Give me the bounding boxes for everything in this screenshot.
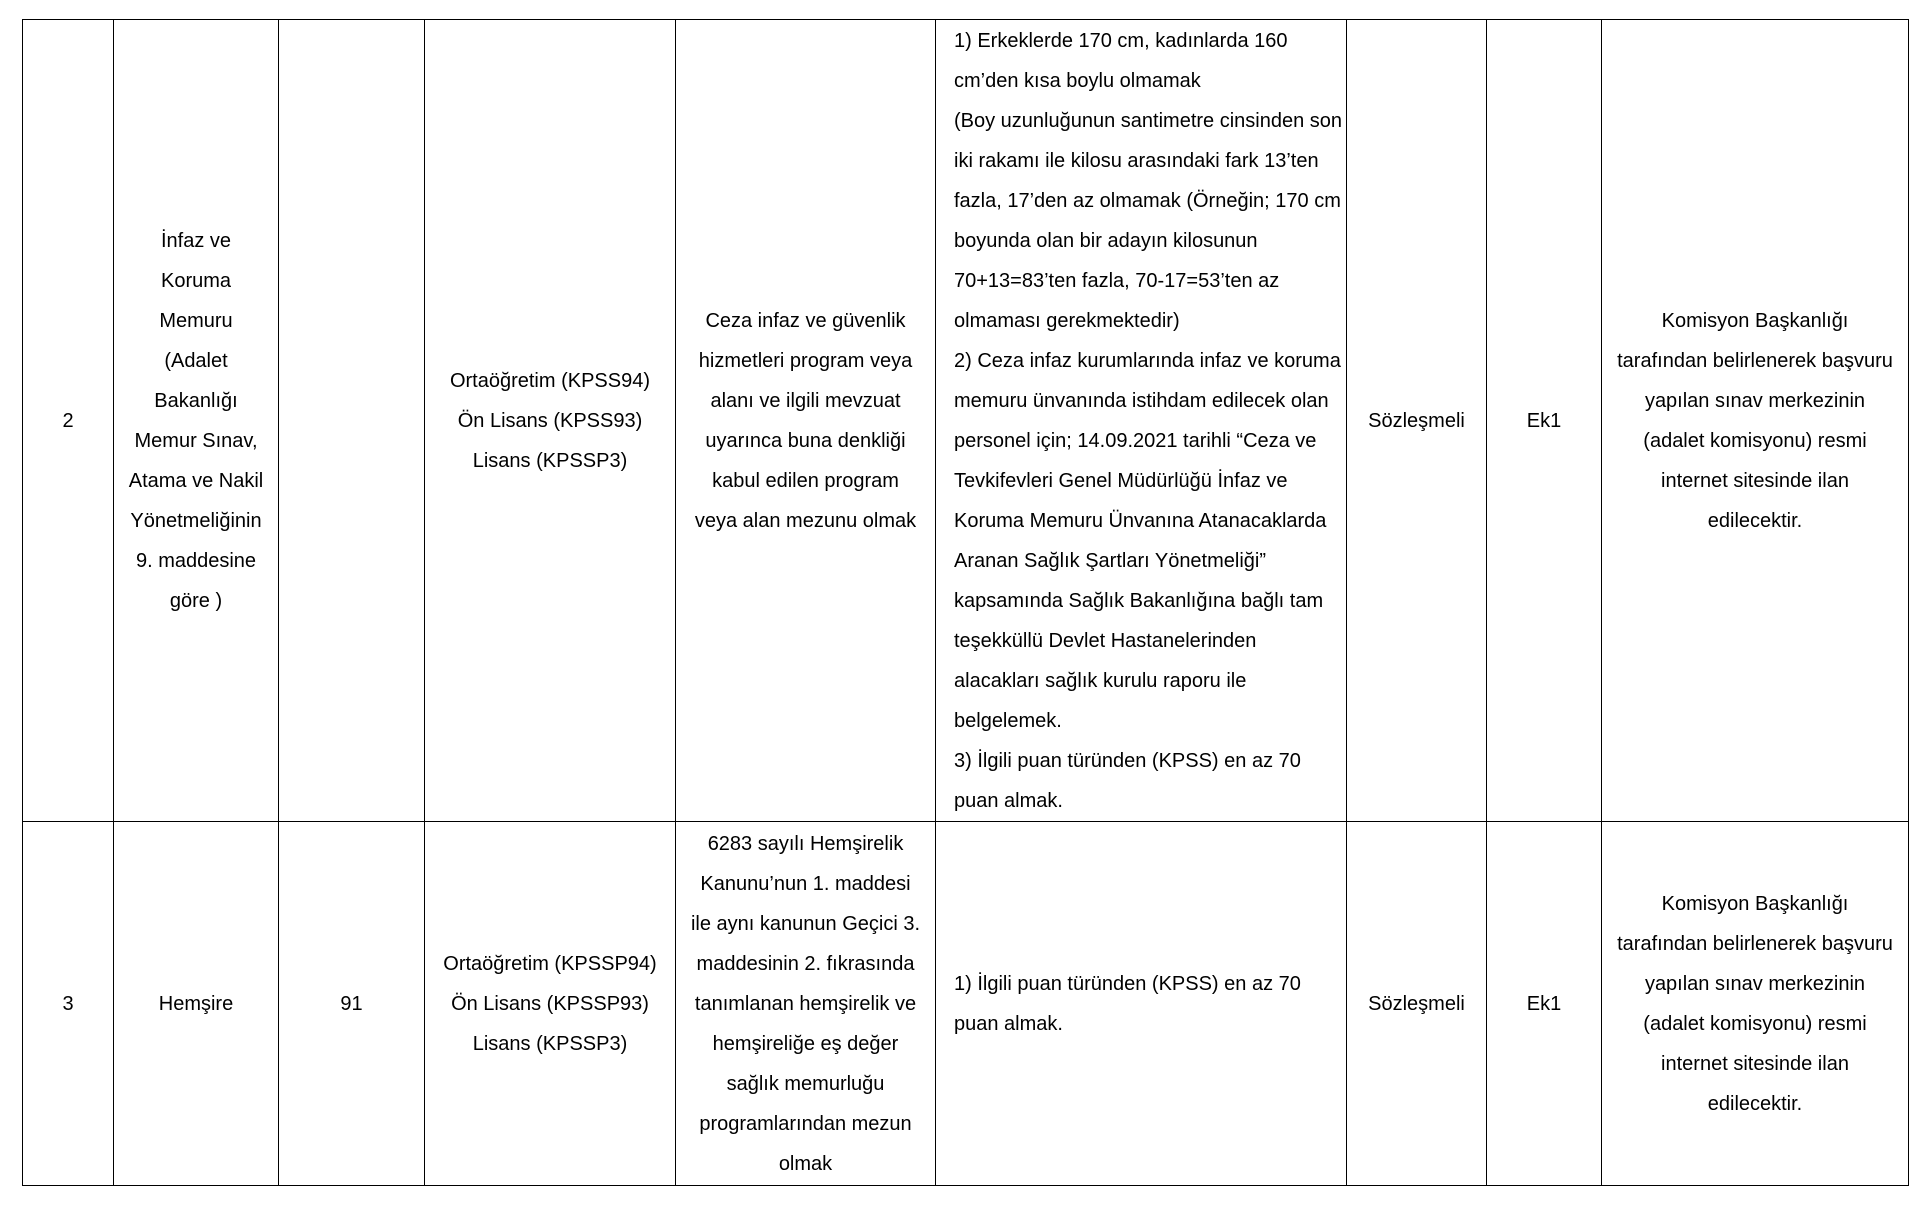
text-line: Tevkifevleri Genel Müdürlüğü İnfaz ve [954,469,1288,492]
text-line: sağlık memurluğu [726,1072,885,1095]
text-line: Komisyon Başkanlığı [1661,892,1849,915]
text-line: Ortaöğretim (KPSS94) [449,369,651,392]
education-level-cell [425,822,676,1186]
text-line: Memuru [159,309,233,332]
position-title-cell [114,20,279,822]
text-line: internet sitesinde ilan [1661,1052,1849,1075]
text-line: alacakları sağlık kurulu raporu ile [954,669,1247,692]
text-line: 2) Ceza infaz kurumlarında infaz ve koruma [954,349,1341,372]
text-line: Ortaöğretim (KPSSP94) [443,952,657,975]
special-conditions-cell [936,20,1347,822]
position-title-cell [114,822,279,1186]
row-number: 3 [62,992,74,1015]
employment-type: Sözleşmeli [1368,409,1465,432]
text-line: Ceza infaz ve güvenlik [705,309,906,332]
text-line: Koruma [160,269,232,292]
text-line: internet sitesinde ilan [1661,469,1849,492]
text-line: maddesinin 2. fıkrasında [696,952,915,975]
text-line: olmaması gerekmektedir) [954,309,1180,332]
table-row [23,822,1909,1186]
text-line: tarafından belirlenerek başvuru [1617,349,1893,372]
field-of-study-cell [676,822,936,1186]
education-level-cell [425,20,676,822]
exam-announcement-cell [1602,822,1909,1186]
employment-type: Sözleşmeli [1368,992,1465,1015]
text-line: Memur Sınav, [134,429,258,452]
text-line: cm’den kısa boylu olmamak [954,69,1201,92]
text-line: edilecektir. [1707,1092,1803,1115]
text-line: personel için; 14.09.2021 tarihli “Ceza ve [954,429,1317,452]
text-line: yapılan sınav merkezinin [1644,389,1866,412]
text-line: puan almak. [954,1012,1063,1035]
text-line: 9. maddesine [135,549,257,572]
quota-value: 91 [340,992,363,1015]
text-line: veya alan mezunu olmak [694,509,917,532]
text-line: 1) Erkeklerde 170 cm, kadınlarda 160 [954,29,1288,52]
text-line: (adalet komisyonu) resmi [1643,429,1867,452]
annex-label: Ek1 [1526,992,1562,1015]
text-line: iki rakamı ile kilosu arasındaki fark 13’ten [954,149,1319,172]
text-line: Lisans (KPSSP3) [472,1032,628,1055]
row-number: 2 [62,409,74,432]
quota-cell [279,822,425,1186]
field-of-study-cell [676,20,936,822]
text-line: puan almak. [954,789,1063,812]
text-line: fazla, 17’den az olmamak (Örneğin; 170 cm [954,189,1341,212]
text-line: olmak [778,1152,833,1175]
text-line: Komisyon Başkanlığı [1661,309,1849,332]
text-line: Lisans (KPSSP3) [472,449,628,472]
text-line: Aranan Sağlık Şartları Yönetmeliği” [954,549,1267,572]
text-line: (Adalet [164,349,228,372]
text-line: memuru ünvanında istihdam edilecek olan [954,389,1329,412]
quota-cell [279,20,425,822]
row-number-cell [23,20,114,822]
text-line: yapılan sınav merkezinin [1644,972,1866,995]
text-line: teşekküllü Devlet Hastanelerinden [954,629,1257,652]
text-line: (adalet komisyonu) resmi [1643,1012,1867,1035]
exam-announcement-cell [1602,20,1909,822]
text-line: Yönetmeliğinin [130,509,262,532]
employment-type-cell [1347,20,1487,822]
text-line: (Boy uzunluğunun santimetre cinsinden son [954,109,1343,132]
special-conditions-cell [936,822,1347,1186]
text-line: boyunda olan bir adayın kilosunun [954,229,1258,252]
text-line: Ön Lisans (KPSSP93) [451,992,649,1015]
text-line: tanımlanan hemşirelik ve [694,992,917,1015]
text-line: kapsamında Sağlık Bakanlığına bağlı tam [954,589,1324,612]
text-line: Ön Lisans (KPSS93) [457,409,643,432]
text-line: hemşireliğe eş değer [712,1032,899,1055]
text-line: Atama ve Nakil [128,469,264,492]
text-line: 70+13=83’ten fazla, 70-17=53’ten az [954,269,1280,292]
text-line: ile aynı kanunun Geçici 3. [690,912,921,935]
text-line: hizmetleri program veya [698,349,913,372]
annex-label: Ek1 [1526,409,1562,432]
text-line: kabul edilen program [712,469,899,492]
text-line: programlarından mezun [699,1112,912,1135]
text-line: Hemşire [158,992,234,1015]
text-line: Bakanlığı [154,389,238,412]
text-line: göre ) [169,589,223,612]
positions-table [22,19,1909,1186]
text-line: İnfaz ve [160,229,232,252]
text-line: tarafından belirlenerek başvuru [1617,932,1893,955]
annex-cell [1487,822,1602,1186]
text-line: uyarınca buna denkliği [705,429,906,452]
text-line: alanı ve ilgili mevzuat [710,389,901,412]
text-line: 3) İlgili puan türünden (KPSS) en az 70 [954,749,1301,772]
annex-cell [1487,20,1602,822]
text-line: edilecektir. [1707,509,1803,532]
text-line: Koruma Memuru Ünvanına Atanacaklarda [954,509,1327,532]
text-line: Kanunu’nun 1. maddesi [700,872,911,895]
text-line: belgelemek. [954,709,1062,732]
text-line: 6283 sayılı Hemşirelik [707,832,904,855]
table-row [23,20,1909,822]
text-line: 1) İlgili puan türünden (KPSS) en az 70 [954,972,1301,995]
employment-type-cell [1347,822,1487,1186]
row-number-cell [23,822,114,1186]
